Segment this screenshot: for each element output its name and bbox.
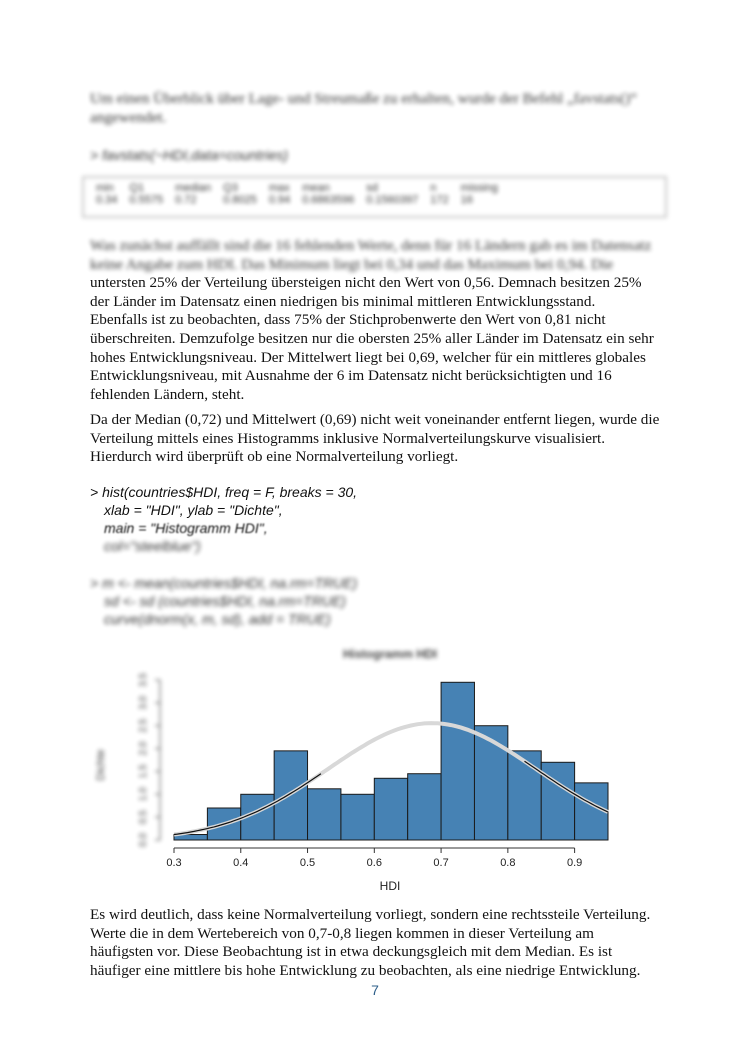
text-line: Hierdurch wird überprüft ob eine Normalverteilung vorliegt. [90,448,459,466]
y-axis-label: Dichte [95,749,107,781]
summary-header-cell: min [96,182,114,194]
histogram-bar [508,751,541,840]
y-tick-label: 3.5 [138,673,149,687]
text-line: angewendet. [90,108,167,126]
summary-value-cell: 0.6863596 [302,194,355,206]
text-line: Um einen Überblick über Lage- und Streumaße zu erhalten, wurde der Befehl „favstats()“ [90,90,637,107]
summary-value-cell: 0.5575 [129,194,164,206]
y-tick-label: 2.5 [138,718,149,733]
chart-title: Histogramm HDI [342,647,438,661]
paragraph-statistics [90,237,665,404]
summary-header-cell: max [268,182,290,194]
x-tick-label: 0.3 [166,857,182,869]
histogram-bar [374,778,407,840]
summary-value-cell: 172 [430,194,449,206]
text-line: überschreiten. Demzufolge besitzen nur die obersten 25% aller Länder im Datensatz ein sehr [90,329,654,347]
text-line: Da der Median (0,72) und Mittelwert (0,69) nicht weit voneinander entfernt liegen, wurde die [90,411,660,428]
histogram-bar [308,789,341,840]
code-line: sd <- sd (countries$HDI, na.rm=TRUE) [104,593,346,609]
text-line: Werte die in dem Wertebereich von 0,7-0,8 liegen kommen in dieser Verteilung am [90,924,594,942]
code-hist [90,483,665,555]
summary-header-cell: median [175,182,212,194]
x-tick-label: 0.9 [566,857,583,869]
code-line: > m <- mean(countries$HDI, na.rm=TRUE) [90,575,358,591]
y-tick-label: 1.0 [138,787,149,802]
y-tick-label: 2.0 [138,741,149,756]
y-tick-label: 0.0 [138,833,149,847]
x-tick-label: 0.5 [299,857,316,869]
summary-value-cell: 0.1560397 [366,194,419,206]
summary-header-cell: mean [302,182,330,194]
paragraph-histogram-intro [90,411,665,467]
histogram-bar [441,682,474,840]
summary-header-row [90,182,504,194]
summary-value-row [90,194,504,206]
x-tick-label: 0.4 [233,857,249,869]
histogram-bar [341,794,374,840]
summary-value-cell: 0.34 [96,194,118,206]
summary-table-box [82,176,667,218]
text-line: hohes Entwicklungsniveau. Der Mittelwert liegt bei 0,69, welcher für ein mittleres globales [90,348,646,366]
code-line: xlab = "HDI", ylab = "Dichte", [104,502,283,518]
text-line: häufiger eine mittlere bis hohe Entwicklung zu beobachten, als eine niedrige Entwicklung. [90,961,641,979]
summary-table [90,182,504,206]
page-number: 7 [371,982,379,998]
text-line: keine Angabe zum HDI. Das Minimum liegt bei 0,34 und das Maximum bei 0,94. Die [90,255,614,273]
text-line: der Länder im Datensatz einen niedrigen bis minimal mittleren Entwicklungsstand. [90,292,596,310]
code-line: main = "Histogramm HDI", [104,520,268,536]
intro-paragraph [90,90,665,127]
y-tick-label: 0.5 [138,810,149,825]
code-line: col="steelblue") [104,538,201,554]
code-line: curve(dnorm(x, m, sd), add = TRUE) [104,611,331,627]
text-line: untersten 25% der Verteilung übersteigen nicht den Wert von 0,56. Demnach besitzen 25% [90,274,642,292]
summary-header-cell: sd [366,182,378,194]
text-line: Entwicklungsniveau, mit Ausnahme der 6 im Datensatz nicht berücksichtigten und 16 [90,367,612,385]
text-line: fehlenden Ländern, steht. [90,385,245,403]
summary-header-cell: Q3 [223,182,238,194]
text-line: Verteilung mittels eines Histogramms inklusive Normalverteilungskurve visualisiert. [90,429,606,447]
y-tick-label: 1.5 [138,764,149,779]
summary-value-cell: 0.94 [268,194,291,206]
x-tick-label: 0.6 [366,857,382,869]
code-favstats: > favstats(~HDI,data=countries) [90,147,289,163]
summary-value-cell: 0.72 [175,194,197,206]
code-line: > hist(countries$HDI, freq = F, breaks = 30, [90,484,358,500]
y-tick-label: 3.0 [138,695,149,710]
text-line: Was zunächst auffällt sind die 16 fehlenden Werte, denn für 16 Ländern gab es im Datensatz [90,237,652,254]
code-curve [90,574,665,628]
x-axis-label: HDI [379,879,401,893]
x-tick-label: 0.8 [500,857,516,869]
text-line: Ebenfalls ist zu beobachten, dass 75% der Stichprobenwerte den Wert von 0,81 nicht [90,311,606,329]
histogram-bar [474,726,507,840]
histogram-bar [408,774,441,840]
summary-header-cell: Q1 [129,182,145,194]
histogram-chart [0,640,750,900]
summary-header-cell: n [430,182,437,194]
text-line: Es wird deutlich, dass keine Normalverteilung vorliegt, sondern eine rechtssteile Verteilung. [90,906,651,923]
summary-value-cell: 0.8025 [223,194,257,206]
paragraph-conclusion [90,906,665,980]
summary-value-cell: 16 [460,194,473,206]
summary-header-cell: missing [460,182,498,194]
text-line: häufigsten vor. Diese Beobachtung ist in etwa deckungsgleich mit dem Median. Es ist [90,943,613,961]
x-tick-label: 0.7 [433,857,449,869]
